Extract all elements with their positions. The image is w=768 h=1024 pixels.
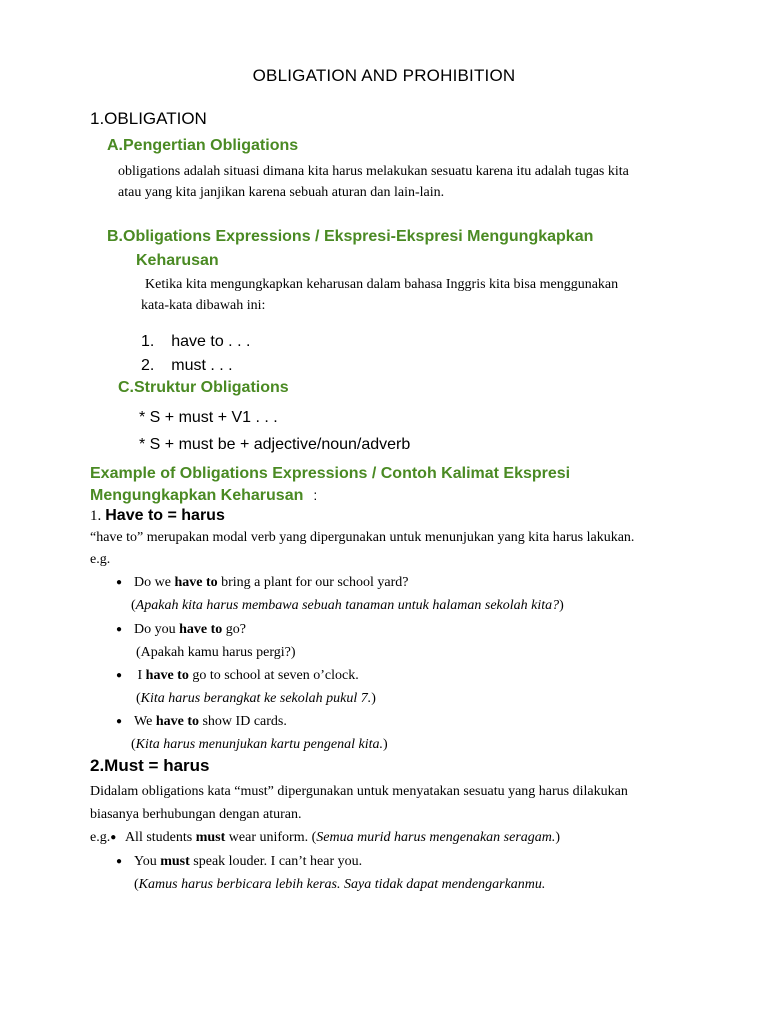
- have-to-description: “have to” merupakan modal verb yang dipergunakan untuk menunjukan yang kita harus lakukan.: [90, 530, 635, 545]
- list-item-number: 2.: [141, 357, 155, 374]
- list-item-text: must . . .: [171, 357, 233, 374]
- example-translation-2: (Apakah kamu harus pergi?): [136, 645, 296, 660]
- section-b-heading-line-1: B.Obligations Expressions / Ekspresi-Ekspresi Mengungkapkan: [107, 228, 594, 245]
- bullet-dot-icon: ●: [116, 577, 123, 589]
- bullet-dot-icon: ●: [116, 670, 123, 682]
- section-a-heading: A.Pengertian Obligations: [107, 137, 299, 154]
- examples-heading-line-1: Example of Obligations Expressions / Contoh Kalimat Ekspresi: [90, 465, 571, 482]
- must-description-line-2: biasanya berhubungan dengan aturan.: [90, 807, 302, 822]
- have-to-heading: [90, 507, 225, 525]
- bullet-dot-icon: ●: [116, 856, 123, 868]
- must-example-2: ● You must speak louder. I can’t hear you.: [116, 851, 362, 872]
- formula-1: * S + must + V1 . . .: [139, 409, 278, 426]
- have-to-number: 1.: [90, 508, 102, 524]
- bullet-dot-icon: ●: [116, 624, 123, 636]
- have-to-title: Have to = harus: [105, 507, 225, 524]
- section-c-heading: C.Struktur Obligations: [118, 379, 289, 396]
- formula-2: * S + must be + adjective/noun/adverb: [139, 436, 411, 453]
- section-b-heading-line-2: Keharusan: [136, 252, 219, 269]
- section-a-line-1: obligations adalah situasi dimana kita harus melakukan sesuatu karena itu adalah tugas kita: [118, 164, 629, 179]
- examples-heading-colon: :: [313, 487, 318, 503]
- examples-heading-text: Mengungkapkan Keharusan: [90, 487, 304, 504]
- example-bullet-1: ● Do we have to bring a plant for our school yard?: [116, 572, 409, 593]
- example-bullet-2: ● Do you have to go?: [116, 619, 246, 640]
- have-to-eg: e.g.: [90, 552, 111, 567]
- example-translation-4: (Kita harus menunjukan kartu pengenal kita.): [131, 737, 388, 752]
- list-item-must: [141, 357, 233, 375]
- example-bullet-4: ● We have to show ID cards.: [116, 711, 287, 732]
- must-example-1: e.g.● All students must wear uniform. (Semua murid harus mengenakan seragam.): [90, 827, 560, 848]
- section-b-line-1: Ketika kita mengungkapkan keharusan dalam bahasa Inggris kita bisa menggunakan: [145, 277, 619, 292]
- must-heading: 2.Must = harus: [90, 756, 210, 775]
- section-b-line-2: kata-kata dibawah ini:: [141, 298, 266, 313]
- must-description-line-1: Didalam obligations kata “must” dipergunakan untuk menyatakan sesuatu yang harus dilakukan: [90, 784, 628, 799]
- list-item-number: 1.: [141, 333, 155, 350]
- example-translation-3: (Kita harus berangkat ke sekolah pukul 7.): [136, 691, 376, 706]
- examples-heading-line-2: [90, 487, 317, 505]
- section-1-heading: 1.OBLIGATION: [90, 109, 207, 128]
- page-title: OBLIGATION AND PROHIBITION: [252, 66, 516, 85]
- list-item-have-to: [141, 333, 250, 351]
- section-a-line-2: atau yang kita janjikan karena sebuah aturan dan lain-lain.: [118, 185, 445, 200]
- bullet-dot-icon: ●: [110, 832, 117, 844]
- list-item-text: have to . . .: [171, 333, 251, 350]
- example-translation-1: (Apakah kita harus membawa sebuah tanaman untuk halaman sekolah kita?): [131, 598, 564, 613]
- must-example-2-translation: (Kamus harus berbicara lebih keras. Saya tidak dapat mendengarkanmu.: [134, 877, 546, 892]
- example-bullet-3: ● I have to go to school at seven o’clock.: [116, 665, 359, 686]
- bullet-dot-icon: ●: [116, 716, 123, 728]
